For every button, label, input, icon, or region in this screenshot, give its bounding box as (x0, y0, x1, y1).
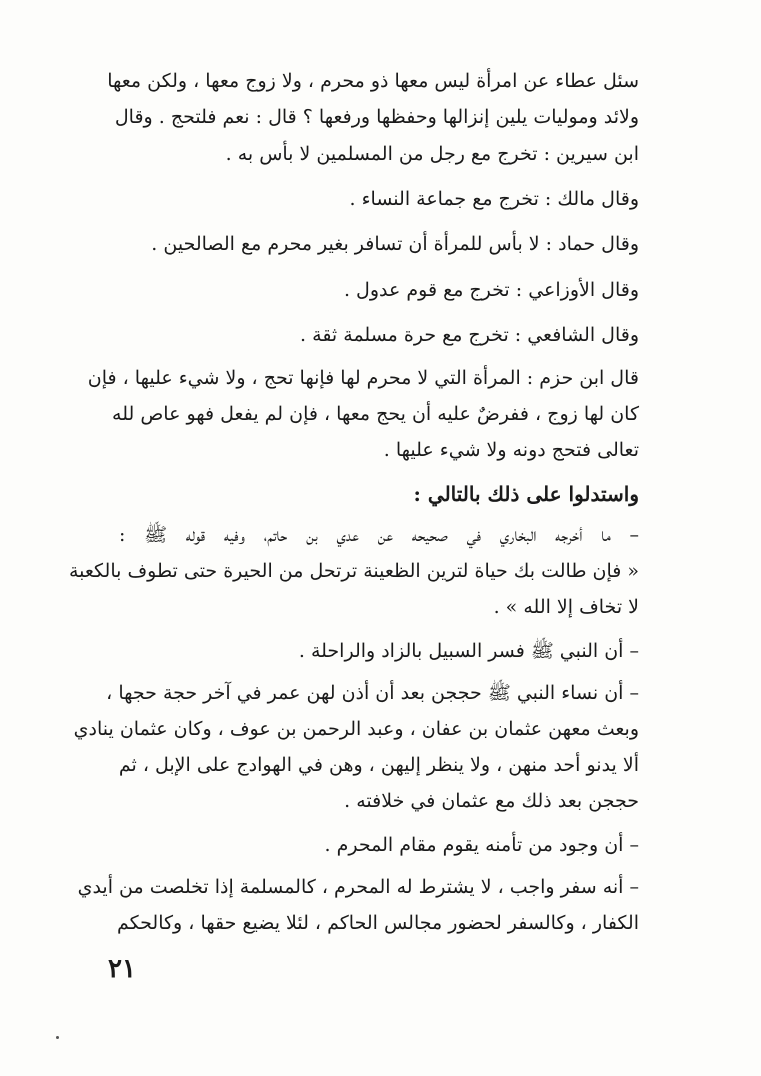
text-line-2: ولائد ومولیات یلین إنزالها وحفظها ورفعها ؟ قال : نعم فلتحج . وقال (114, 106, 639, 128)
text-line-15: – أن النبي ﷺ فسر السبيل بالزاد والراحلة . (298, 640, 639, 662)
text-line-20: – أن وجود من تأمنه يقوم مقام المحرم . (324, 834, 639, 856)
text-line-22: الكفار ، وكالسفر لحضور مجالس الحاكم ، لئلا يضيع حقها ، وكالحكم (117, 912, 639, 934)
text-line-16: – أن نساء النبي ﷺ حججن بعد أن أذن لهن عمر في آخر حجة حجها ، (106, 682, 639, 704)
text-line-7: وقال الشافعي : تخرج مع حرة مسلمة ثقة . (300, 324, 639, 346)
text-line-9: كان لها زوج ، ففرضٌ عليه أن يحج معها ، فإن لم يفعل فهو عاص لله (112, 403, 639, 425)
text-line-10: تعالى فتحج دونه ولا شيء عليها . (383, 439, 639, 461)
text-line-19: حججن بعد ذلك مع عثمان في خلافته . (344, 790, 639, 812)
text-line-13: « فإن طالت بك حياة لترين الظعينة ترتحل من الحيرة حتى تطوف بالكعبة (68, 560, 639, 582)
section-heading: واستدلوا على ذلك بالتالي : (413, 482, 639, 506)
text-line-3: ابن سيرين : تخرج مع رجل من المسلمين لا بأس به . (225, 143, 639, 165)
text-line-18: ألا يدنو أحد منهن ، ولا ينظر إليهن ، وهن في الهوادج على الإبل ، ثم (118, 754, 639, 776)
scan-speck (56, 1036, 59, 1039)
text-line-6: وقال الأوزاعي : تخرج مع قوم عدول . (343, 279, 639, 301)
text-line-8: قال ابن حزم : المرأة التي لا محرم لها فإنها تحج ، ولا شيء عليها ، فإن (87, 367, 639, 389)
text-line-5: وقال حماد : لا بأس للمرأة أن تسافر بغير محرم مع الصالحين . (151, 233, 639, 255)
text-line-21: – أنه سفر واجب ، لا يشترط له المحرم ، كالمسلمة إذا تخلصت من أيدي (77, 876, 639, 898)
text-line-12: – ما أخرجه البخاري في صحيحه عن عدي بن حاتم، وفيه قوله ﷺ : (119, 524, 639, 546)
text-line-17: وبعث معهن عثمان بن عفان ، وعبد الرحمن بن عوف ، وكان عثمان ينادي (73, 718, 639, 740)
text-line-14: لا تخاف إلا الله » . (493, 596, 639, 618)
body-text (68, 0, 639, 960)
text-line-4: وقال مالك : تخرج مع جماعة النساء . (349, 188, 639, 210)
text-line-1: سئل عطاء عن امرأة ليس معها ذو محرم ، ولا زوج معها ، ولكن معها (107, 70, 639, 92)
page-number: ٢١ (108, 954, 136, 984)
